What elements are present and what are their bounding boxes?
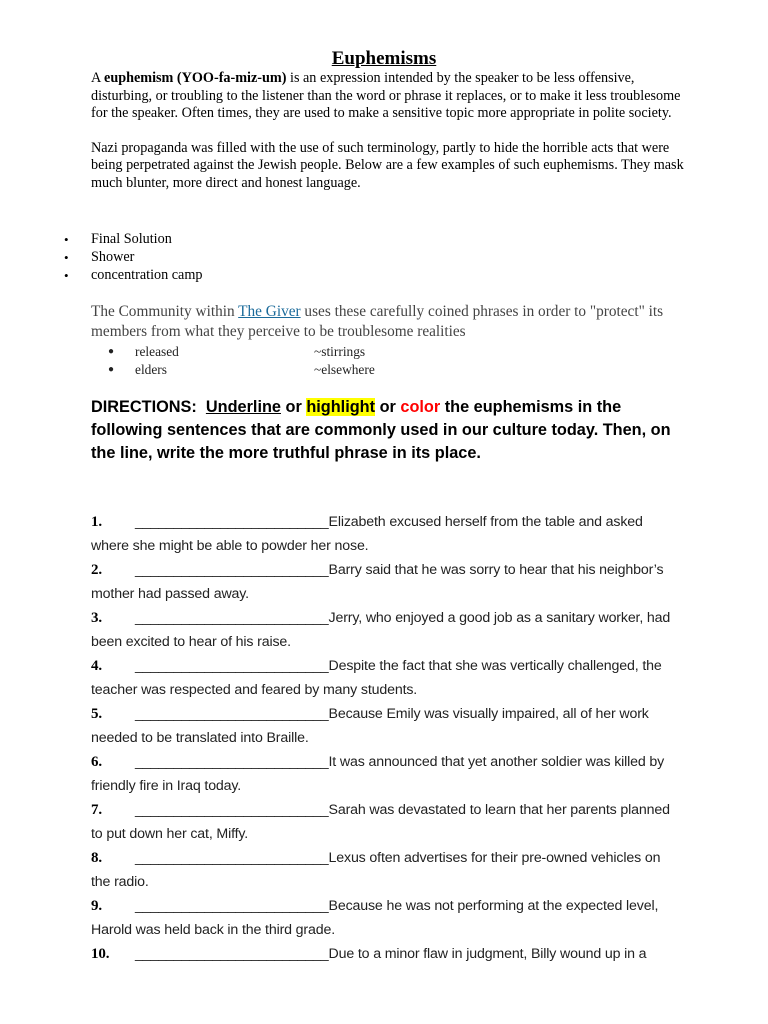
bullet-icon: ● [108,363,115,375]
exercise-item: 9. _________________________Because he was not performing at the expected level, Harold was held back in the third grade. [91,898,659,938]
answer-blank[interactable]: _________________________ [135,658,329,674]
exercise-item: 10. _________________________Due to a minor flaw in judgment, Billy wound up in a [91,946,647,962]
bullet-icon: • [64,232,69,247]
list-item: • concentration camp [64,266,203,283]
bullet-icon: • [64,249,69,265]
answer-blank[interactable]: _________________________ [135,610,329,626]
answer-blank[interactable]: _________________________ [135,706,329,722]
directions: DIRECTIONS: Underline or highlight or color the euphemisms in the following sentences that are commonly used in our culture today. Then, on the line, write the more truthful phrase in its place. [91,398,671,462]
definition-paragraph: A euphemism (YOO-fa-miz-um) is an expression intended by the speaker to be less offensive, disturbing, or troubling to the listener than the word or phrase it replaces, or to make it less troublesome for the speaker. Often times, they are used to make a sensitive topic more appropriate in polite society. [91,70,681,121]
answer-blank[interactable]: _________________________ [135,850,329,866]
list-item: • Shower [64,248,135,265]
answer-blank[interactable]: _________________________ [135,898,329,914]
bullet-icon: ● [108,346,115,357]
intro-section [91,70,691,209]
exercise-item: 8. _________________________Lexus often advertises for their pre-owned vehicles on the radio. [91,850,661,890]
answer-blank[interactable]: _________________________ [135,562,329,578]
answer-blank[interactable]: _________________________ [135,946,329,962]
exercise-list [91,510,681,966]
exercise-item: 5. _________________________Because Emily was visually impaired, all of her work needed to be translated into Braille. [91,706,649,746]
exercise-item: 6. _________________________It was announced that yet another soldier was killed by friendly fire in Iraq today. [91,754,665,794]
answer-blank[interactable]: _________________________ [135,802,329,818]
exercise-item: 3. _________________________Jerry, who enjoyed a good job as a sanitary worker, had been excited to hear of his raise. [91,610,671,650]
exercise-item: 2. _________________________Barry said that he was sorry to hear that his neighbor’s mother had passed away. [91,562,664,602]
exercise-item: 4. _________________________Despite the fact that she was vertically challenged, the teacher was respected and feared by many students. [91,658,662,698]
giver-paragraph: The Community within The Giver uses these carefully coined phrases in order to "protect" its members from what they perceive to be troublesome realities [91,303,664,340]
nazi-paragraph: Nazi propaganda was filled with the use of such terminology, partly to hide the horrible acts that were being perpetrated against the Jewish people. Below are a few examples of such euphemisms. They mask much blunter, more direct and honest language. [91,139,684,191]
page-title: Euphemisms [331,48,437,69]
underline-word: Underline [205,398,281,416]
term-euphemism: euphemism (YOO-fa-miz-um) [104,70,287,86]
bullet-icon: • [64,267,69,283]
highlight-word: highlight [306,398,376,416]
exercise-item: 1. _________________________Elizabeth excused herself from the table and asked where she might be able to powder her nose. [91,514,643,554]
list-item: • Final Solution [64,231,172,247]
exercise-item: 7. _________________________Sarah was devastated to learn that her parents planned to put down her cat, Miffy. [91,802,670,842]
answer-blank[interactable]: _________________________ [135,514,329,530]
the-giver-link[interactable]: The Giver [238,303,301,320]
nazi-examples-list [60,231,202,284]
color-word: color [400,398,441,416]
answer-blank[interactable]: _________________________ [135,754,329,770]
